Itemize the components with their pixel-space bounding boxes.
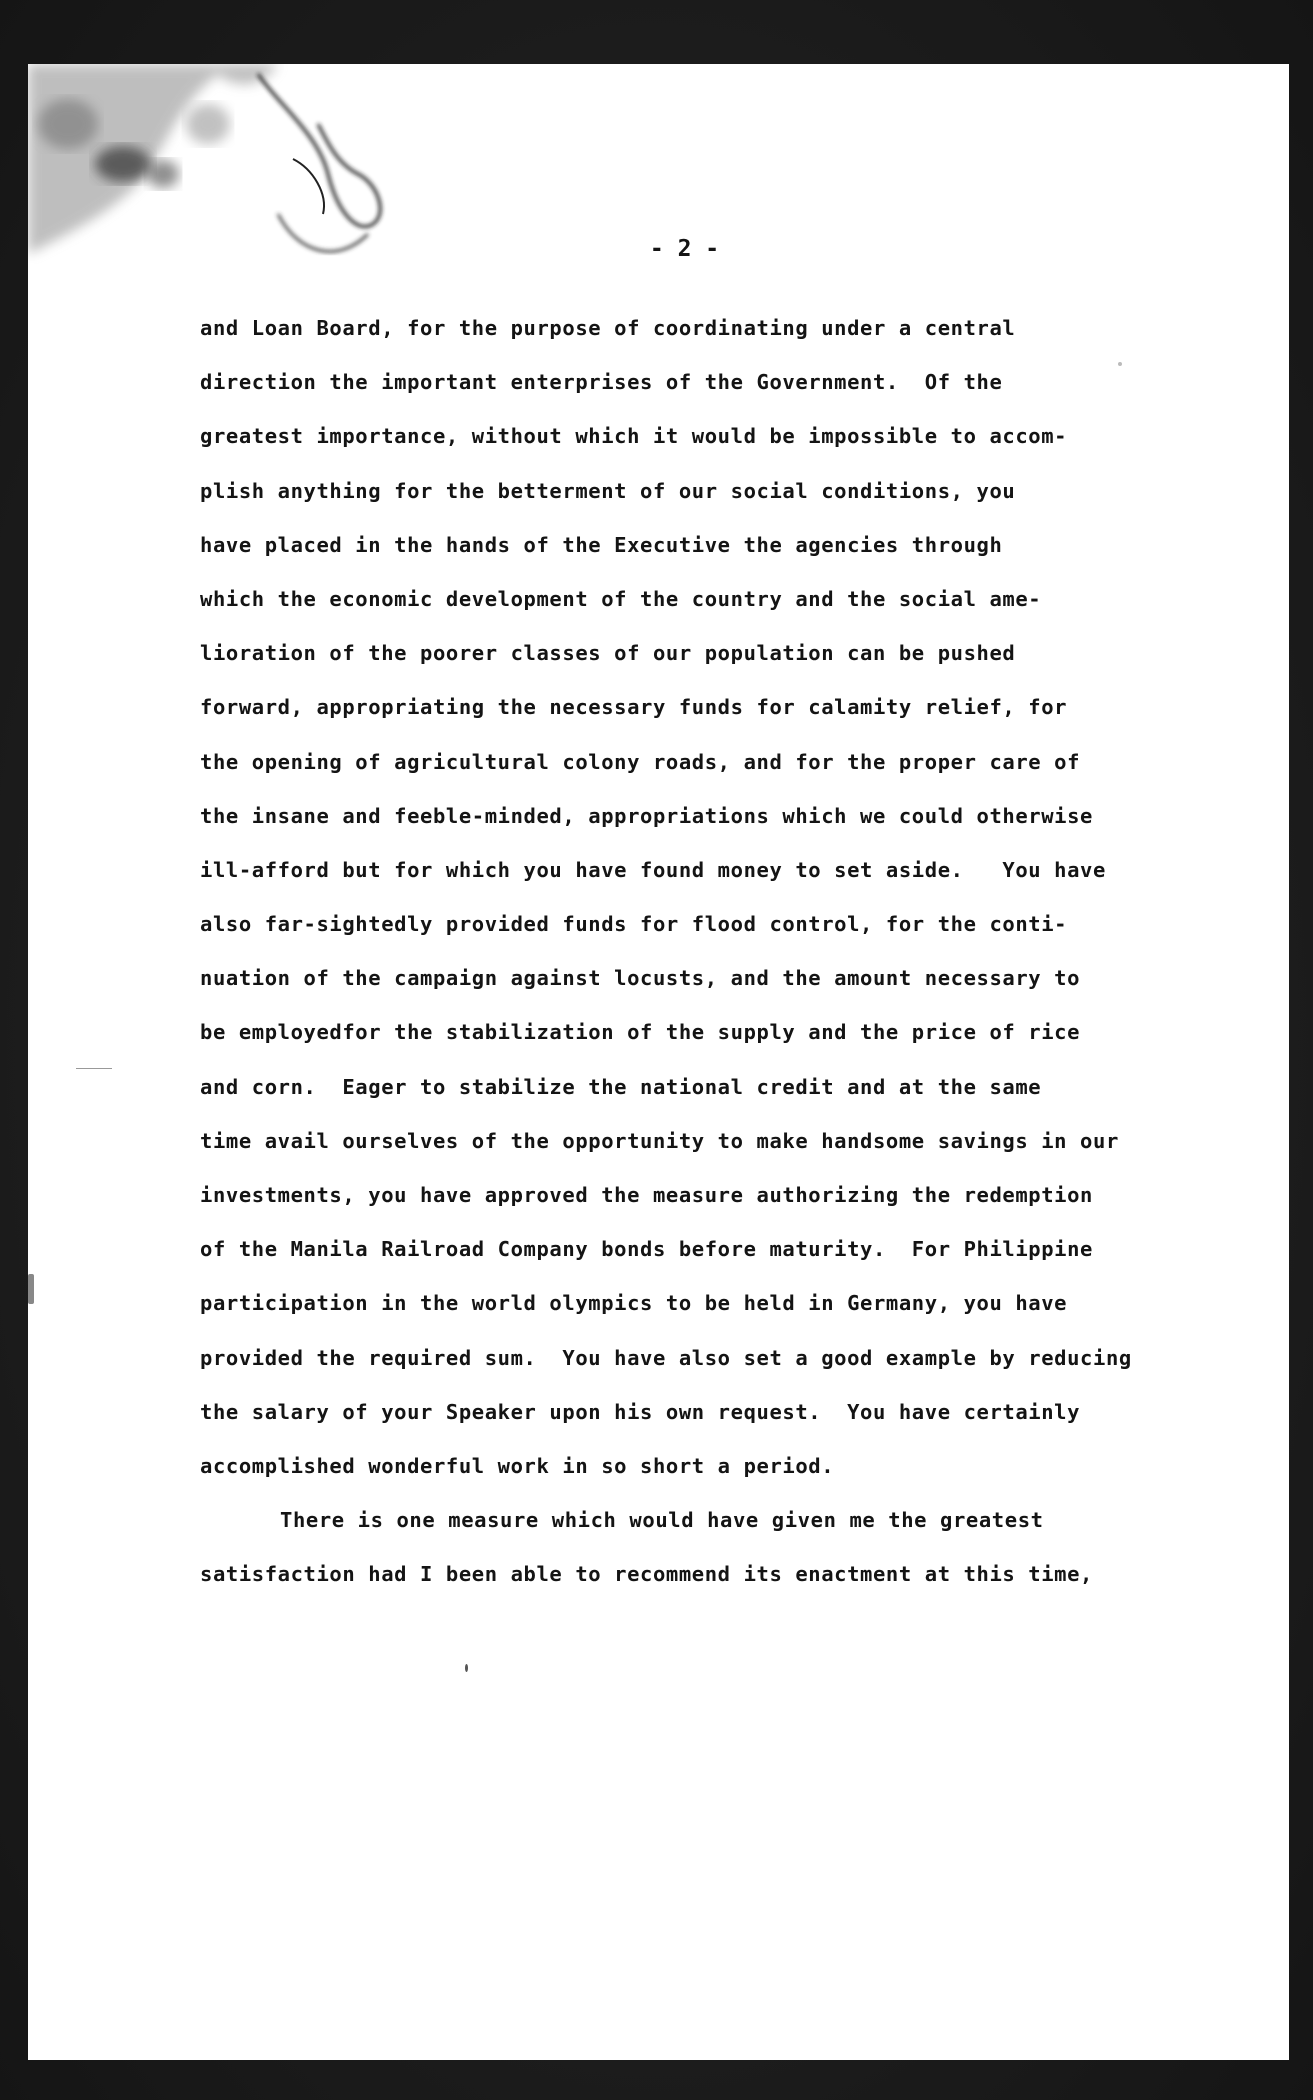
text-line: and corn. Eager to stabilize the national credit and at the same: [200, 1074, 1042, 1099]
scan-speck: [1118, 362, 1122, 366]
scan-speck: [28, 1274, 34, 1304]
text-line: accomplished wonderful work in so short a period.: [200, 1453, 835, 1478]
text-line: greatest importance, without which it would be impossible to accom-: [200, 424, 1068, 449]
text-line: ill-afford but for which you have found money to set aside. You have: [200, 857, 1106, 882]
text-line: be employedfor the stabilization of the supply and the price of rice: [200, 1020, 1081, 1045]
text-line: participation in the world olympics to be held in Germany, you have: [200, 1291, 1068, 1316]
text-line: of the Manila Railroad Company bonds before maturity. For Philippine: [200, 1237, 1094, 1262]
text-line: the opening of agricultural colony roads, and for the proper care of: [200, 749, 1081, 774]
text-line: provided the required sum. You have also set a good example by reducing: [200, 1345, 1132, 1370]
scan-speck: [76, 1068, 112, 1069]
text-line: plish anything for the betterment of our social conditions, you: [200, 478, 1016, 503]
text-line: and Loan Board, for the purpose of coordinating under a central: [200, 316, 1016, 340]
text-line: the salary of your Speaker upon his own request. You have certainly: [200, 1399, 1081, 1424]
text-line: the insane and feeble-minded, appropriations which we could otherwise: [200, 803, 1094, 828]
scan-speck: [465, 1664, 468, 1672]
text-line: direction the important enterprises of the Government. Of the: [200, 370, 1003, 395]
text-line: also far-sightedly provided funds for flood control, for the conti-: [200, 912, 1068, 937]
text-line: lioration of the poorer classes of our population can be pushed: [200, 641, 1016, 666]
corner-stain: [28, 64, 418, 264]
document-page: [28, 64, 1289, 2060]
text-line: investments, you have approved the measure authorizing the redemption: [200, 1183, 1094, 1207]
page-number: - 2 -: [649, 236, 720, 262]
text-line: have placed in the hands of the Executive the agencies through: [200, 532, 1003, 557]
text-line: nuation of the campaign against locusts, and the amount necessary to: [200, 966, 1081, 991]
text-line: which the economic development of the country and the social ame-: [200, 586, 1042, 611]
text-line: time avail ourselves of the opportunity to make handsome savings in our: [200, 1128, 1119, 1153]
text-line: There is one measure which would have given me the greatest: [280, 1508, 1044, 1533]
text-line: forward, appropriating the necessary funds for calamity relief, for: [200, 695, 1068, 720]
body-text: [200, 308, 1210, 1609]
text-line: satisfaction had I been able to recommend its enactment at this time,: [200, 1562, 1094, 1587]
